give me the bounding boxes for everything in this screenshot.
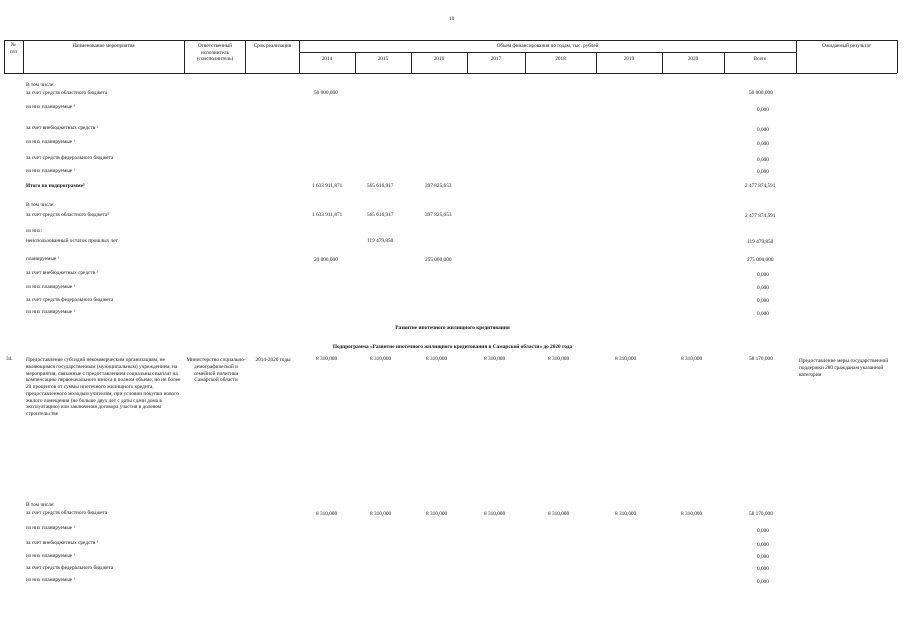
row-label: из них планируемые ¹: [26, 525, 76, 531]
cell-2016: 397 825,653: [425, 212, 452, 218]
item-term: 2014-2020 годы: [255, 357, 291, 363]
cell-total: 0,000: [757, 285, 769, 291]
cell-2020: 8 310,000: [681, 511, 703, 517]
header-year: 2015: [377, 56, 389, 62]
header-year: 2014: [321, 56, 333, 62]
cell-2014: 1 633 911,871: [312, 183, 343, 189]
cell-2017: 8 310,000: [484, 511, 506, 517]
header-year: 2018: [555, 56, 566, 62]
cell-total: 0,000: [757, 311, 769, 317]
header-funding: Объем финансирования по годам, тыс. рублей: [496, 43, 599, 49]
header-year: 2019: [623, 56, 635, 62]
cell-total: 0,000: [757, 566, 769, 572]
header-year: Всего: [753, 56, 767, 62]
row-label: за счет средств областного бюджета: [26, 90, 108, 96]
cell-2020: 8 310,000: [681, 356, 703, 362]
row-label: из них планируемые ¹: [26, 309, 76, 315]
cell-2015: 565 616,917: [367, 212, 394, 218]
cell-total: 58 170,000: [749, 356, 773, 362]
row-label: за счет внебюджетных средств ²: [26, 270, 99, 276]
cell-total: 0,000: [757, 542, 769, 548]
cell-total: 0,000: [757, 272, 769, 278]
cell-total: 2 477 874,591: [745, 213, 776, 219]
subprogram-title: Подпрограмма «Развитие ипотечного жилищного кредитования в Самарской области» до 2020 года: [332, 344, 573, 350]
header-year: 2017: [490, 56, 502, 62]
cell-total: 275 000,000: [747, 257, 774, 263]
cell-2016: 397 825,653: [425, 183, 452, 189]
cell-2018: 8 310,000: [548, 511, 570, 517]
row-label: планируемые ¹: [26, 256, 60, 262]
header-result: Ожидаемый результат: [822, 43, 871, 49]
cell-2015: 565 616,917: [367, 183, 394, 189]
cell-total: 0,000: [757, 127, 769, 133]
header-year: 2020: [687, 56, 699, 62]
item-num: 34.: [6, 356, 13, 362]
cell-2015: 8 310,000: [370, 356, 392, 362]
row-label: из них планируемые ¹: [26, 284, 76, 290]
cell-total: 0,000: [757, 298, 769, 304]
row-label: неиспользованный остаток прошлых лет: [26, 238, 118, 244]
row-label: из них планируемые ¹: [26, 553, 76, 559]
row-label: за счет средств федерального бюджета: [26, 297, 114, 303]
itogo-label: Итого по подпрограмме⁵: [26, 183, 85, 189]
cell-2014: 1 633 911,871: [312, 212, 343, 218]
cell-2018: 8 310,000: [548, 356, 570, 362]
cell-total: 2 477 874,591: [745, 183, 776, 189]
header-executor: Ответственный исполнитель (соисполнитель): [196, 43, 234, 62]
row-label: В том числе:: [26, 82, 55, 88]
cell-2016: 8 310,000: [426, 511, 448, 517]
row-label: за счет средств областного бюджета: [26, 510, 108, 516]
cell-2015: 119 479,850: [367, 238, 394, 244]
row-label: В том числе:: [26, 502, 55, 508]
row-label: из них планируемые ¹: [26, 577, 76, 583]
row-label: В том числе:: [26, 202, 55, 208]
cell-2014: 20 000,000: [314, 257, 338, 263]
item-description: Предоставление субсидий некоммерческим организациям, не являющимся государственным (муниципальным) учреждением, на мероприятия, связанные с предоставлением социальных выплат на компенсацию первоначального взноса в полном объеме, но не более 20 процентов от суммы ипотечного жилищного кредита, предоставленного молодым учителям, при условии покупки нового жилого помещения (не больше двух лет с даты сдачи дома в эксплуатацию) или заключения договора участия в долевом строительстве: [26, 357, 181, 418]
header-num: № п/п: [10, 42, 17, 55]
header-name: Наименование мероприятия: [72, 43, 135, 49]
row-label: из них планируемые ³: [26, 104, 76, 110]
item-executor: Министерство социально-демографической и семейной политики Самарской области: [186, 357, 246, 384]
row-label: за счет средств областного бюджета⁵: [26, 212, 110, 218]
row-label: из них планируемые ¹: [26, 139, 76, 145]
cell-total: 58 170,000: [749, 511, 773, 517]
row-label: из них планируемые ¹: [26, 168, 76, 174]
section-title: Развитие ипотечного жилищного кредитования: [395, 325, 510, 331]
cell-2014: 8 310,000: [316, 511, 338, 517]
header-term: Срок реализации: [253, 43, 292, 49]
cell-total: 0,000: [757, 528, 769, 534]
cell-2019: 8 310,000: [615, 356, 637, 362]
cell-2014: 8 310,000: [316, 356, 338, 362]
cell-2016: 255 000,000: [425, 257, 452, 263]
cell-total: 0,000: [757, 169, 769, 175]
header-year: 2016: [433, 56, 445, 62]
cell-total: 0,000: [757, 141, 769, 147]
cell-2015: 8 310,000: [370, 511, 392, 517]
cell-total: 0,000: [757, 579, 769, 585]
page-number: 10: [449, 16, 455, 22]
cell-total: 0,000: [757, 554, 769, 560]
row-label: за счет средств федерального бюджета: [26, 155, 114, 161]
cell-total: 50 000,000: [749, 90, 773, 96]
row-label: за счет внебюджетных средств ²: [26, 125, 99, 131]
cell-2014: 50 000,000: [314, 90, 338, 96]
item-result: Предоставление меры государственной поддержки 280 гражданам указанной категории: [799, 358, 889, 378]
cell-total: 0,000: [757, 107, 769, 113]
row-label: из них:: [26, 228, 43, 234]
row-label: за счет внебюджетных средств ²: [26, 540, 99, 546]
row-label: за счет средств федерального бюджета: [26, 565, 114, 571]
cell-total: 119 479,850: [747, 239, 774, 245]
cell-2017: 8 310,000: [484, 356, 506, 362]
cell-2019: 8 310,000: [615, 511, 637, 517]
cell-2016: 8 310,000: [426, 356, 448, 362]
cell-total: 0,000: [757, 157, 769, 163]
